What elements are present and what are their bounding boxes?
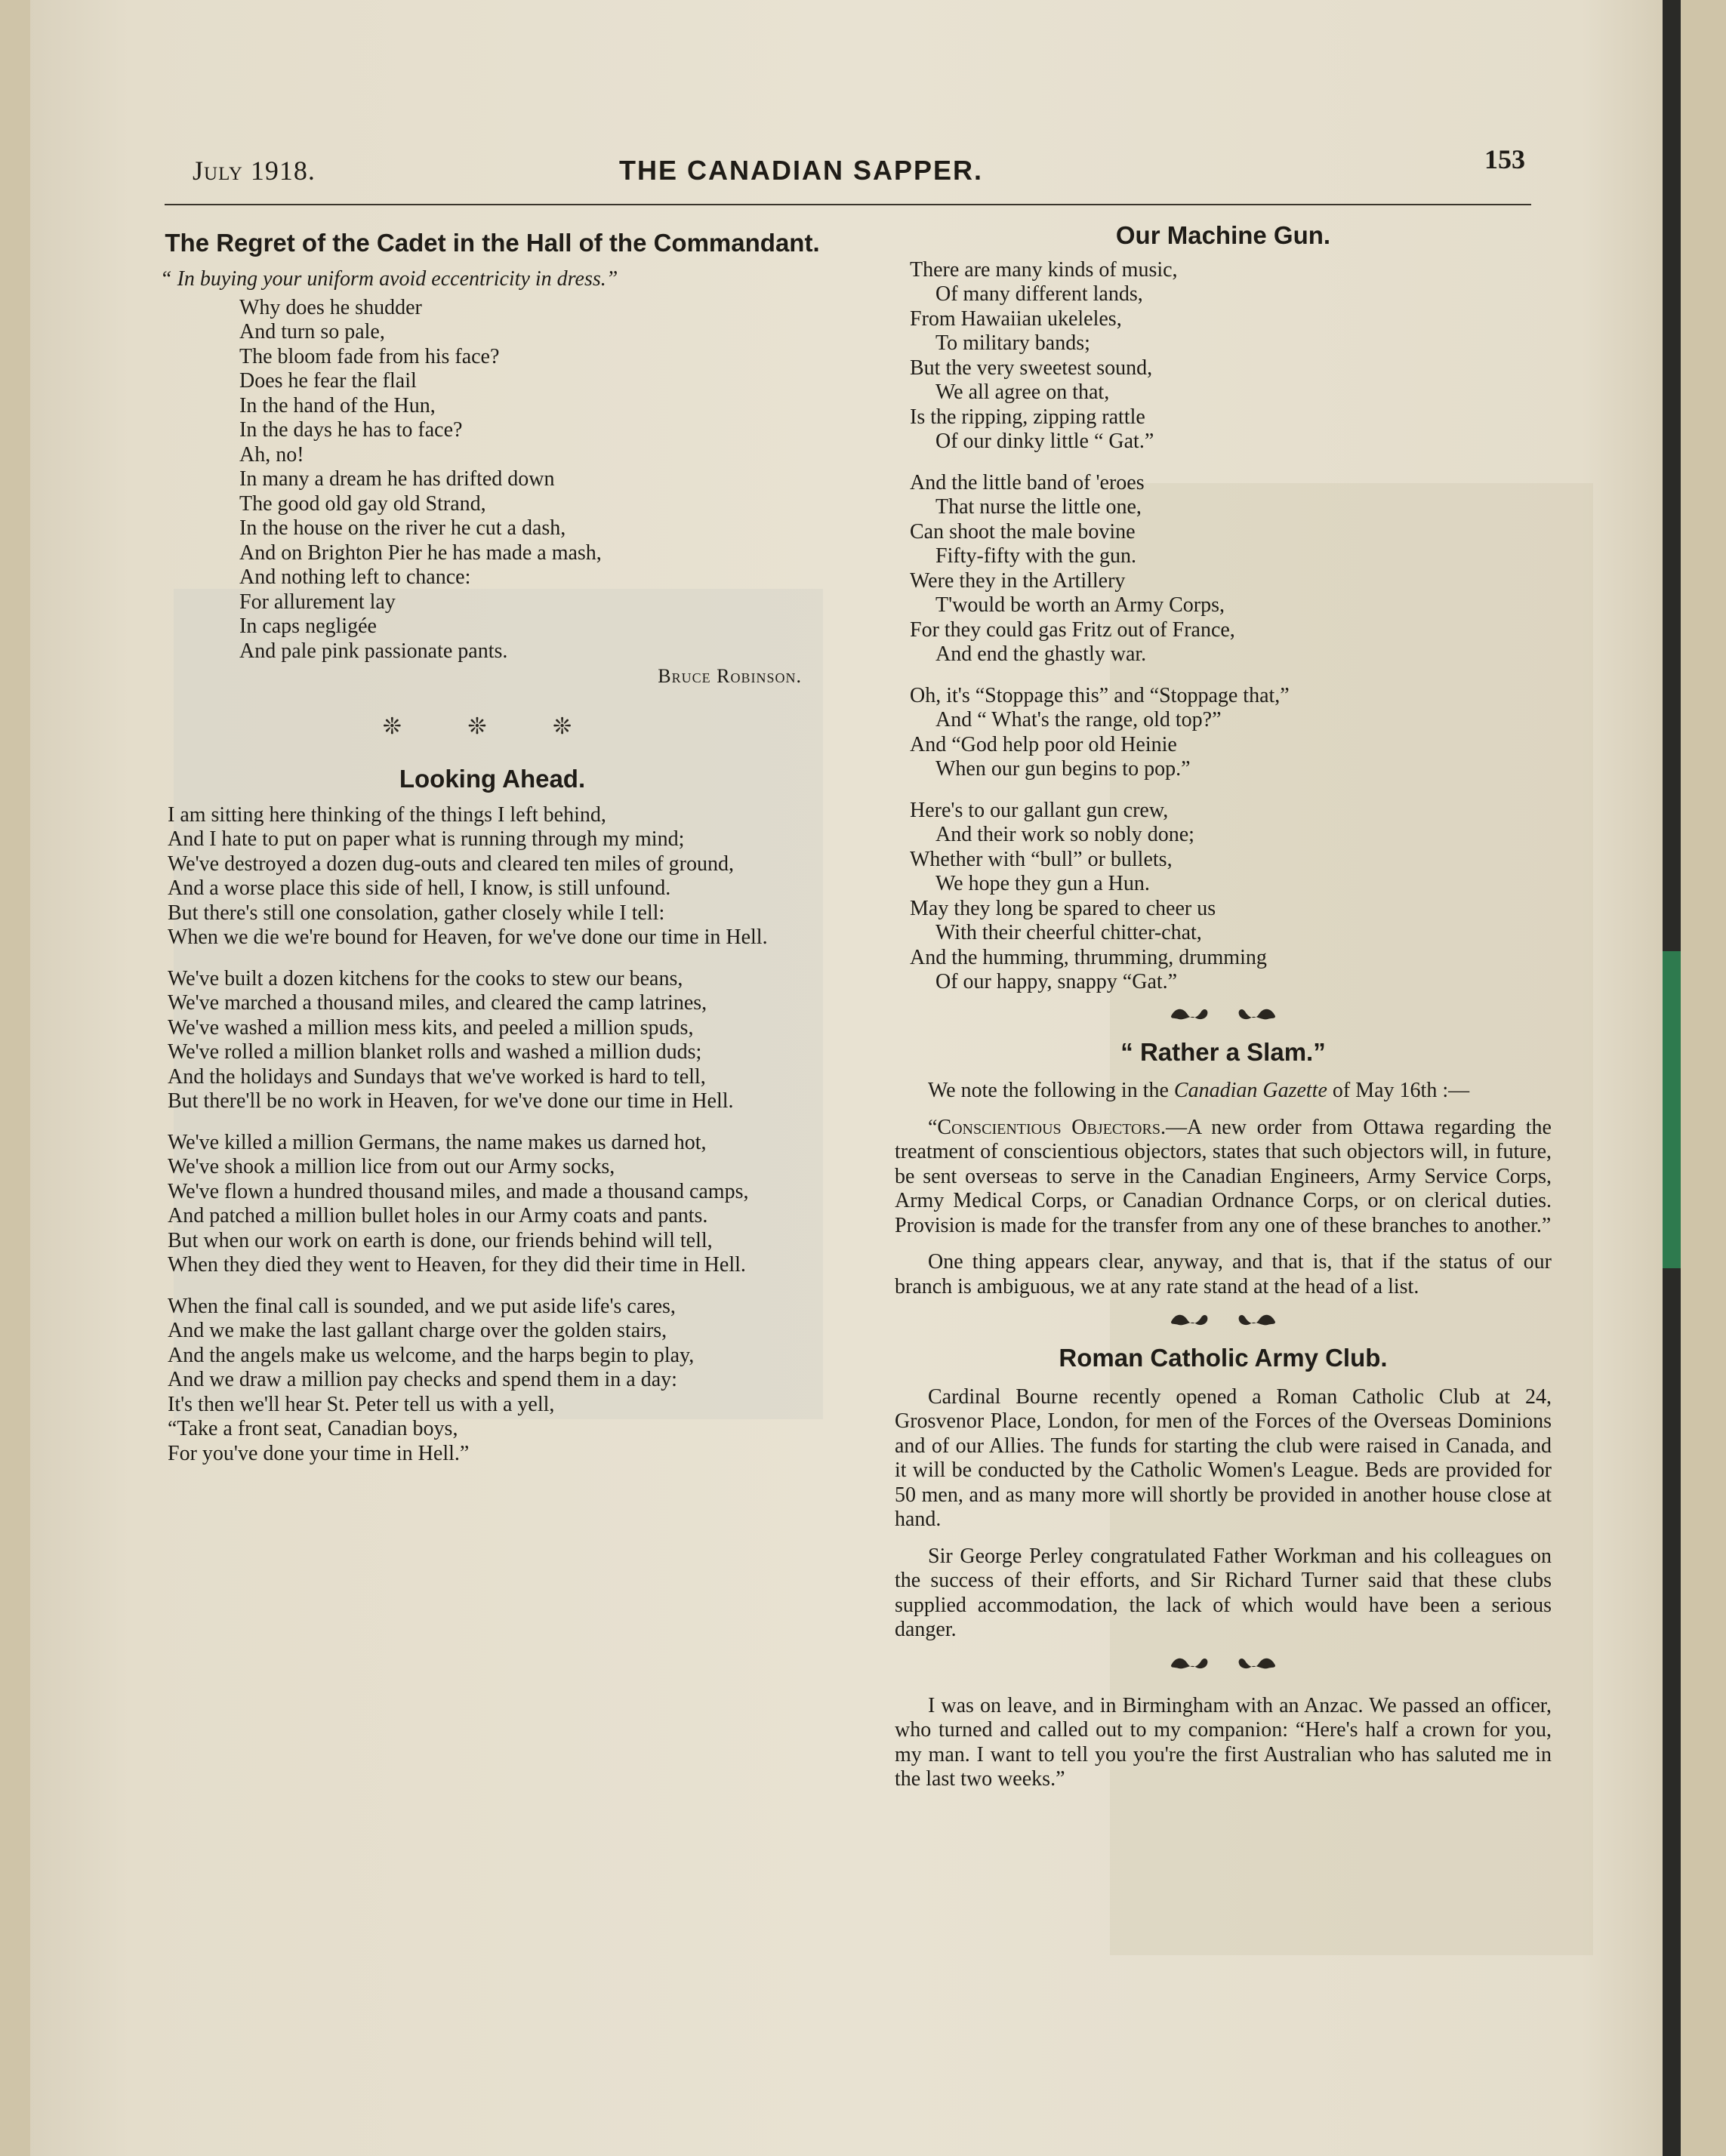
article-paragraph: One thing appears clear, anyway, and that is, that if the status of our branch is ambiguous, we at any rate stand at the head of a list.: [895, 1250, 1552, 1298]
poem-line: I am sitting here thinking of the things I left behind,: [168, 802, 606, 827]
poem-line: And the holidays and Sundays that we've worked is hard to tell,: [168, 1064, 706, 1089]
poem-line: Why does he shudder: [239, 295, 422, 319]
poem-line: We've destroyed a dozen dug-outs and cleared ten miles of ground,: [168, 852, 734, 876]
poem-line: With their cheerful chitter-chat,: [935, 921, 1202, 945]
poem-line: It's then we'll hear St. Peter tell us with a yell,: [168, 1392, 555, 1416]
poem-line: May they long be spared to cheer us: [910, 896, 1216, 920]
poem-regret-of-the-cadet: [160, 296, 824, 664]
article-roman-catholic-army-club: [895, 1385, 1552, 1643]
poem-line: In the days he has to face?: [239, 418, 463, 442]
publication-title: THE CANADIAN SAPPER.: [619, 155, 984, 186]
poem-line: That nurse the little one,: [935, 495, 1142, 519]
poem-line: To military bands;: [935, 331, 1090, 356]
section-separator: ❊ ❊ ❊: [382, 714, 603, 740]
header-rule: [165, 204, 1531, 205]
poem-epigraph: “ In buying your uniform avoid eccentricity in dress.”: [160, 266, 618, 291]
poem-line: And patched a million bullet holes in our Army coats and pants.: [168, 1204, 708, 1228]
ornament-divider: [895, 1311, 1552, 1328]
poem-line: We hope they gun a Hun.: [935, 872, 1150, 896]
poem-line: Here's to our gallant gun crew,: [910, 798, 1169, 822]
poem-line: And “ What's the range, old top?”: [935, 708, 1222, 732]
poem-line: And “God help poor old Heinie: [910, 732, 1177, 756]
quote-body: —A new order from Ottawa regarding the treatment of conscientious objectors, states that such objectors will, in future, be sent overseas to serve in the Canadian Engineers, Army Service Corps, Army Medical Corps, or Canadian Ordnance Corps, or on clerical duties. Provision is made for the transfer from any one of these branches to another.”: [895, 1115, 1552, 1237]
right-column: [895, 219, 1552, 1804]
poem-line: In many a dream he has drifted down: [239, 467, 555, 491]
poem-line: And turn so pale,: [239, 320, 385, 344]
poem-our-machine-gun: [895, 258, 1552, 995]
article-paragraph: Cardinal Bourne recently opened a Roman Catholic Club at 24, Grosvenor Place, London, for men of the Forces of the Overseas Dominions and of our Allies. The funds for starting the club were raised in Canada, and it will be conducted by the Catholic Women's League. Beds are provided for 50 men, and as many more will shortly be provided in another house close at hand.: [895, 1384, 1552, 1532]
fleuron-icon: [1168, 1006, 1210, 1022]
left-column: [160, 226, 824, 1466]
poem-line: And pale pink passionate pants.: [239, 639, 508, 663]
poem-line: In the house on the river he cut a dash,: [239, 516, 566, 541]
poem-title-our-machine-gun: Our Machine Gun.: [1115, 221, 1331, 249]
poem-line: Whether with “bull” or bullets,: [910, 847, 1173, 871]
fleuron-icon: [1168, 1655, 1210, 1671]
poem-line: And on Brighton Pier he has made a mash,: [239, 541, 602, 565]
poem-line: Fifty-fifty with the gun.: [935, 544, 1136, 568]
fleuron-icon: [1236, 1006, 1278, 1022]
poem-line: For allurement lay: [239, 590, 396, 614]
page-edge-green-tab: [1663, 951, 1681, 1268]
poem-line: And we draw a million pay checks and spend them in a day:: [168, 1368, 677, 1392]
poem-line: Can shoot the male bovine: [910, 519, 1136, 544]
poem-title-looking-ahead: Looking Ahead.: [399, 765, 586, 793]
poem-line: But when our work on earth is done, our friends behind will tell,: [168, 1228, 713, 1252]
anecdote-paragraph: I was on leave, and in Birmingham with an Anzac. We passed an officer, who turned and called out to my companion: “Here's half a crown for you, my man. I want to tell you you're the first Australian who has saluted me in the last two weeks.”: [895, 1693, 1552, 1791]
poem-line: Were they in the Artillery: [910, 568, 1126, 593]
ornament-divider: [895, 1655, 1552, 1671]
issue-date: July 1918.: [193, 156, 316, 186]
page-number: 153: [1484, 144, 1525, 174]
article-title-rather-a-slam: “ Rather a Slam.”: [1120, 1037, 1326, 1066]
poem-line: Of many different lands,: [935, 282, 1143, 306]
poem-line: And end the ghastly war.: [935, 642, 1147, 667]
poem-line: Of our dinky little “ Gat.”: [935, 430, 1154, 454]
poem-looking-ahead: [160, 803, 824, 1467]
poem-line: And nothing left to chance:: [239, 565, 471, 590]
quote-lead: “Conscientious Objectors.: [928, 1115, 1166, 1139]
poem-line: And the little band of 'eroes: [910, 470, 1145, 494]
article-text: of May 16th :—: [1332, 1079, 1470, 1103]
poem-line: Oh, it's “Stoppage this” and “Stoppage that,”: [910, 683, 1290, 707]
poem-line: When the final call is sounded, and we put aside life's cares,: [168, 1294, 676, 1318]
poem-author: Bruce Robinson.: [658, 665, 802, 688]
poem-line: The bloom fade from his face?: [239, 344, 500, 368]
poem-line: We've rolled a million blanket rolls and washed a million duds;: [168, 1040, 702, 1064]
poem-line: For they could gas Fritz out of France,: [910, 618, 1235, 642]
article-title-roman-catholic-army-club: Roman Catholic Army Club.: [1059, 1344, 1388, 1372]
article-paragraph: Sir George Perley congratulated Father Workman and his colleagues on the success of their efforts, and Sir Richard Turner said that these clubs supplied accommodation, the lack of which would have been a serious danger.: [895, 1544, 1552, 1642]
poem-line: For you've done your time in Hell.”: [168, 1441, 470, 1465]
poem-line: In caps negligée: [239, 614, 377, 639]
poem-line: T'would be worth an Army Corps,: [935, 593, 1225, 618]
ornament-divider: [895, 1006, 1552, 1022]
article-text: We note the following in the: [928, 1079, 1169, 1103]
cited-source: Canadian Gazette: [1173, 1079, 1327, 1103]
poem-line: There are many kinds of music,: [910, 257, 1178, 282]
poem-line: And we make the last gallant charge over the golden stairs,: [168, 1319, 667, 1343]
poem-line: But there'll be no work in Heaven, for we've done our time in Hell.: [168, 1089, 734, 1113]
poem-line: But the very sweetest sound,: [910, 356, 1153, 380]
fleuron-icon: [1168, 1311, 1210, 1328]
poem-line: Is the ripping, zipping rattle: [910, 405, 1145, 429]
anecdote: [895, 1694, 1552, 1792]
poem-line: We've marched a thousand miles, and cleared the camp latrines,: [168, 991, 707, 1015]
fleuron-icon: [1236, 1311, 1278, 1328]
poem-line: We all agree on that,: [935, 380, 1110, 405]
running-header: [159, 140, 1533, 192]
poem-line: But there's still one consolation, gather closely while I tell:: [168, 901, 665, 925]
poem-line: And a worse place this side of hell, I know, is still unfound.: [168, 876, 671, 901]
article-rather-a-slam: [895, 1079, 1552, 1299]
poem-line: We've flown a hundred thousand miles, and made a thousand camps,: [168, 1179, 749, 1203]
article-paragraph: [895, 1079, 1552, 1104]
poem-line: We've built a dozen kitchens for the cooks to stew our beans,: [168, 966, 683, 990]
poem-line: Of our happy, snappy “Gat.”: [935, 970, 1178, 994]
poem-line: Does he fear the flail: [239, 369, 417, 393]
poem-line: And the humming, thrumming, drumming: [910, 945, 1267, 969]
poem-line: We've washed a million mess kits, and peeled a million spuds,: [168, 1015, 694, 1040]
poem-line: We've killed a million Germans, the name makes us darned hot,: [168, 1130, 707, 1154]
poem-title-regret-of-the-cadet: The Regret of the Cadet in the Hall of the Commandant.: [165, 229, 820, 257]
poem-line: We've shook a million lice from out our Army socks,: [168, 1155, 615, 1179]
poem-line: Ah, no!: [239, 442, 304, 467]
poem-line: In the hand of the Hun,: [239, 393, 436, 417]
poem-line: When our gun begins to pop.”: [935, 757, 1191, 781]
poem-line: When they died they went to Heaven, for they did their time in Hell.: [168, 1253, 746, 1277]
poem-line: The good old gay old Strand,: [239, 491, 486, 516]
fleuron-icon: [1236, 1655, 1278, 1671]
poem-line: When we die we're bound for Heaven, for we've done our time in Hell.: [168, 926, 768, 950]
quoted-paragraph: [895, 1116, 1552, 1239]
poem-line: And the angels make us welcome, and the harps begin to play,: [168, 1343, 695, 1367]
poem-line: And their work so nobly done;: [935, 823, 1194, 847]
poem-line: “Take a front seat, Canadian boys,: [168, 1417, 458, 1441]
poem-line: From Hawaiian ukeleles,: [910, 306, 1122, 331]
poem-line: And I hate to put on paper what is running through my mind;: [168, 827, 685, 852]
